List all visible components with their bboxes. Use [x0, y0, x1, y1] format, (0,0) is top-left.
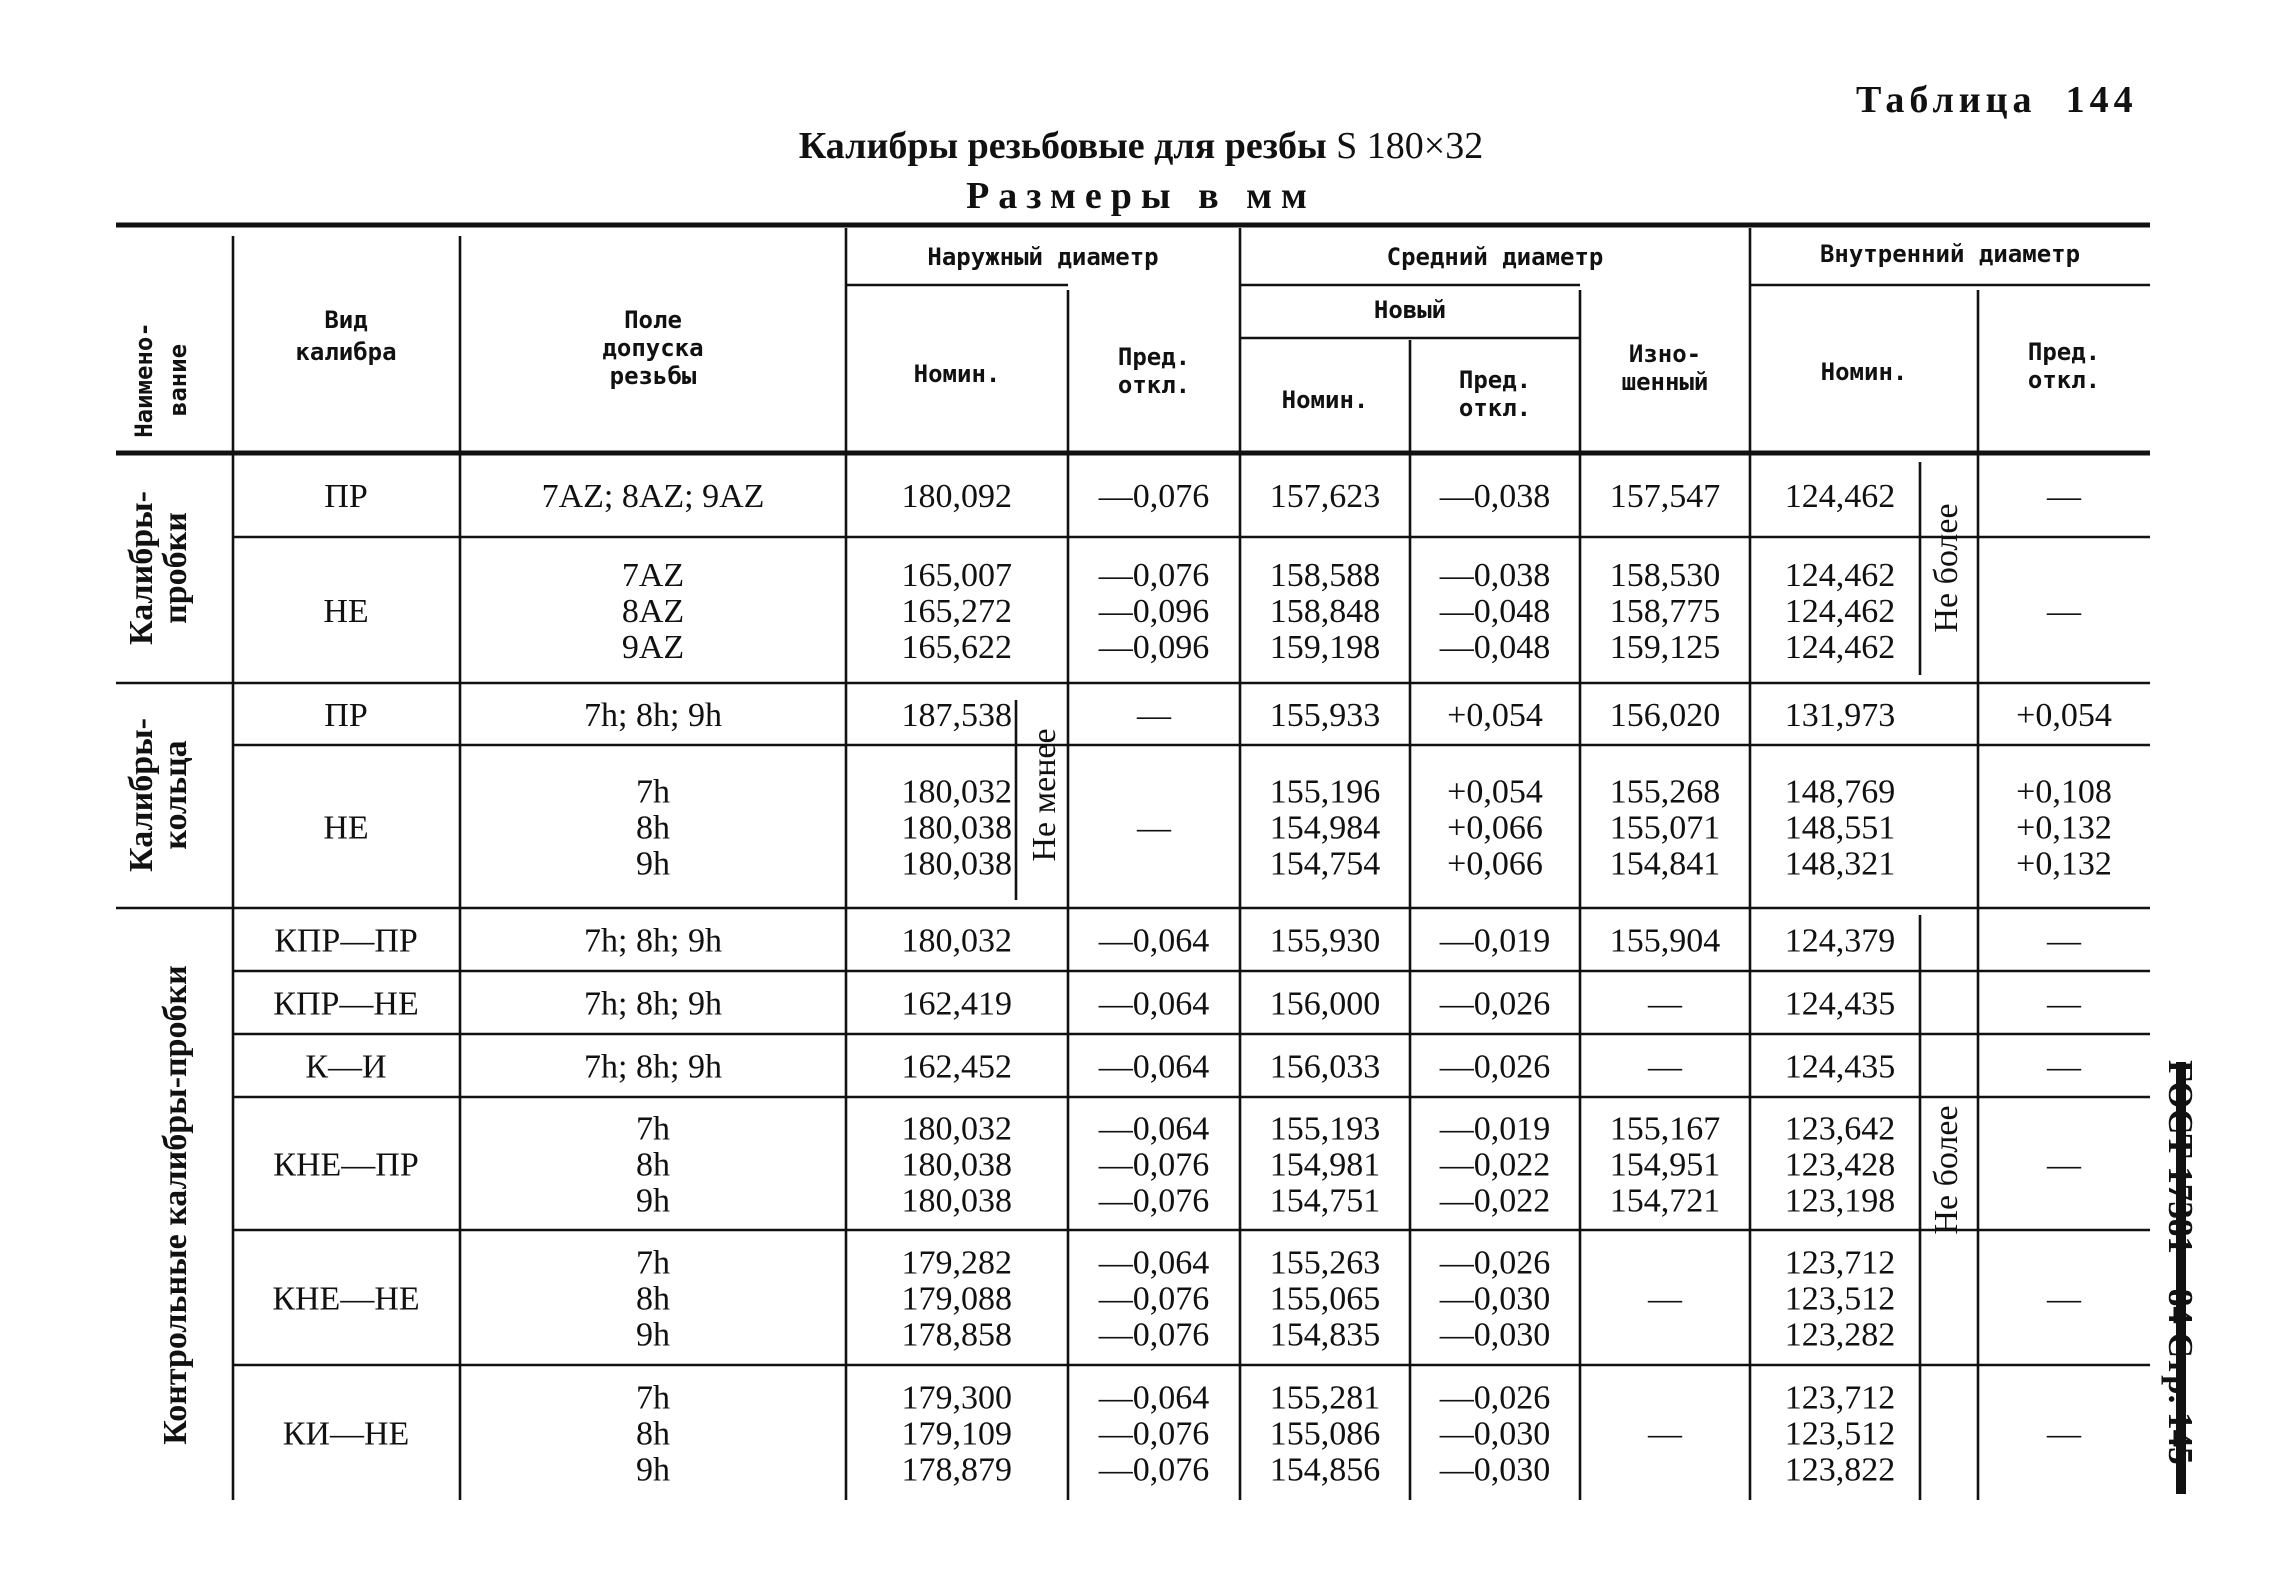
middle-deviation-cell: —0,019 [1439, 922, 1551, 960]
inner-nominal-cell: 123,198 [1784, 1182, 1896, 1220]
tolerance-cell: 7h [636, 773, 670, 811]
outer-pred-header-1: Пред. [1117, 343, 1191, 371]
outer-nominal-cell: 180,038 [901, 1182, 1012, 1220]
inner-deviation-cell: +0,108 [2016, 773, 2112, 811]
outer-deviation-cell: —0,064 [1098, 1048, 1210, 1086]
middle-nominal-cell: 155,086 [1269, 1415, 1381, 1453]
middle-nominal-cell: 159,198 [1269, 629, 1381, 666]
outer-nominal-cell: 180,038 [901, 1146, 1012, 1184]
tolerance-cell: 9AZ [621, 629, 685, 666]
inner-deviation-cell: — [2047, 593, 2081, 630]
middle-deviation-cell: —0,026 [1439, 1048, 1551, 1086]
tolerance-cell: 7h [636, 1110, 670, 1148]
mid-pred-header-2: откл. [1458, 394, 1532, 422]
middle-nominal-cell: 155,065 [1269, 1280, 1381, 1318]
table-body [272, 478, 2112, 1489]
inner-nominal-cell: 124,435 [1784, 985, 1896, 1023]
tolerance-cell: 9h [636, 1451, 670, 1489]
title-tail: S 180×32 [1336, 125, 1484, 167]
middle-deviation-cell: —0,048 [1439, 593, 1551, 630]
gauge-type-cell: КИ—НЕ [282, 1415, 410, 1453]
inner-nominal-cell: 131,973 [1784, 697, 1896, 734]
outer-deviation-cell: —0,076 [1098, 1451, 1210, 1489]
gauge-type-cell: НЕ [323, 809, 369, 847]
gauge-type-cell: К—И [305, 1048, 387, 1086]
middle-nominal-cell: 155,193 [1269, 1110, 1381, 1148]
standard-reference: ГОСТ 17381—84 Стр. 145 [2161, 1060, 2200, 1465]
middle-nominal-cell: 155,196 [1269, 773, 1381, 811]
outer-nominal-cell: 187,538 [901, 697, 1012, 734]
inner-deviation-cell: — [2047, 1280, 2081, 1318]
inner-nominal-cell: 123,512 [1784, 1280, 1896, 1318]
inner-nominal-cell: 123,822 [1784, 1451, 1896, 1489]
gauge-type-cell: КПР—НЕ [273, 985, 419, 1023]
note-ne-menee-koltsa: Не менее [1026, 728, 1063, 862]
tolerance-cell: 7h; 8h; 9h [584, 697, 722, 734]
middle-deviation-cell: —0,026 [1439, 1244, 1551, 1282]
inner-nominal-cell: 124,462 [1784, 629, 1896, 666]
middle-nominal-cell: 154,981 [1269, 1146, 1381, 1184]
gauge-type-cell: НЕ [323, 593, 369, 630]
outer-deviation-cell: —0,096 [1098, 629, 1210, 666]
group-koltsa-1: Калибры- [123, 718, 160, 872]
tolerance-cell: 7AZ [621, 557, 685, 594]
tolerance-cell: 7h; 8h; 9h [584, 922, 722, 960]
tolerance-cell: 7h; 8h; 9h [584, 985, 722, 1023]
outer-nominal-cell: 179,109 [901, 1415, 1012, 1453]
gauge-type-cell: КНЕ—НЕ [272, 1280, 420, 1318]
outer-nominal-cell: 178,858 [901, 1316, 1012, 1354]
gauge-groups [123, 491, 194, 1445]
pole-header-3: резьбы [609, 362, 697, 390]
note-ne-bolee-kontrol: Не более [1928, 1105, 1965, 1235]
outer-nominal-cell: 179,300 [901, 1379, 1012, 1417]
tolerance-cell: 8h [636, 1415, 670, 1453]
group-koltsa-2: кольца [157, 740, 194, 850]
inner-nominal-cell: 148,321 [1784, 845, 1896, 883]
gauge-type-cell: КНЕ—ПР [273, 1146, 419, 1184]
middle-deviation-cell: —0,030 [1439, 1415, 1551, 1453]
gauge-type-cell: ПР [324, 697, 368, 734]
worn-cell: — [1648, 1048, 1682, 1086]
middle-deviation-cell: —0,038 [1439, 557, 1551, 594]
outer-deviation-cell: —0,076 [1098, 478, 1210, 515]
outer-deviation-cell: —0,076 [1098, 1415, 1210, 1453]
inner-diameter-header: Внутренний диаметр [1819, 240, 2081, 268]
middle-nominal-cell: 158,588 [1269, 557, 1381, 594]
units-caption: Размеры в мм [966, 175, 1316, 217]
outer-deviation-cell: —0,076 [1098, 1280, 1210, 1318]
middle-nominal-cell: 156,033 [1269, 1048, 1381, 1086]
inner-nominal-cell: 123,282 [1784, 1316, 1896, 1354]
middle-deviation-cell: +0,066 [1447, 809, 1543, 847]
outer-nominal-cell: 180,038 [901, 845, 1012, 883]
outer-nominal-cell: 180,032 [901, 922, 1012, 960]
group-probki-2: пробки [157, 512, 194, 624]
inner-pred-header-1: Пред. [2027, 338, 2101, 366]
worn-cell: — [1648, 1280, 1682, 1318]
inner-nominal-cell: 124,462 [1784, 478, 1896, 515]
tolerance-cell: 8AZ [621, 593, 685, 630]
naimenovanie-header-1: Наимено- [130, 322, 158, 438]
tolerance-cell: 9h [636, 1316, 670, 1354]
worn-cell: — [1648, 985, 1682, 1023]
table-number-value: 144 [2065, 79, 2138, 121]
worn-cell: 154,841 [1609, 845, 1721, 883]
table-label: Таблица [1856, 79, 2037, 121]
tolerance-cell: 7h [636, 1379, 670, 1417]
tolerance-cell: 7h [636, 1244, 670, 1282]
worn-cell: 155,268 [1609, 773, 1721, 811]
middle-nominal-cell: 155,933 [1269, 697, 1381, 734]
outer-deviation-cell: —0,064 [1098, 1379, 1210, 1417]
outer-deviation-cell: —0,076 [1098, 557, 1210, 594]
tolerance-cell: 8h [636, 1280, 670, 1318]
inner-deviation-cell: — [2047, 478, 2081, 515]
group-kontrol: Контрольные калибры-пробки [157, 965, 194, 1445]
naimenovanie-header-2: вание [164, 343, 192, 417]
outer-deviation-cell: —0,076 [1098, 1316, 1210, 1354]
new-header: Новый [1373, 296, 1447, 324]
inner-nominal-cell: 124,462 [1784, 557, 1896, 594]
inner-deviation-cell: — [2047, 1146, 2081, 1184]
outer-nominal-cell: 180,092 [901, 478, 1012, 515]
outer-deviation-cell: —0,076 [1098, 1182, 1210, 1220]
outer-nominal-cell: 165,272 [901, 593, 1012, 630]
pole-header-1: Поле [624, 306, 682, 334]
middle-deviation-cell: —0,030 [1439, 1280, 1551, 1318]
tolerance-cell: 9h [636, 845, 670, 883]
column-headers [130, 240, 2100, 438]
middle-deviation-cell: —0,038 [1439, 478, 1551, 515]
inner-nominal-cell: 124,379 [1784, 922, 1896, 960]
inner-nominal-cell: 123,512 [1784, 1415, 1896, 1453]
tolerance-cell: 7AZ; 8AZ; 9AZ [541, 478, 765, 515]
outer-nominal-cell: 162,452 [901, 1048, 1012, 1086]
inner-nominal-cell: 148,551 [1784, 809, 1896, 847]
outer-nominal-cell: 165,622 [901, 629, 1012, 666]
inner-pred-header-2: откл. [2027, 366, 2101, 394]
outer-nominal-cell: 165,007 [901, 557, 1012, 594]
outer-deviation-cell: —0,096 [1098, 593, 1210, 630]
inner-deviation-cell: — [2047, 985, 2081, 1023]
inner-nominal-cell: 148,769 [1784, 773, 1896, 811]
outer-deviation-cell: —0,064 [1098, 1110, 1210, 1148]
outer-nominal-cell: 179,282 [901, 1244, 1012, 1282]
title-main: Калибры резьбовые для резбы [798, 125, 1327, 167]
worn-cell: 154,721 [1609, 1182, 1721, 1220]
inner-nominal-cell: 123,712 [1784, 1244, 1896, 1282]
outer-deviation-cell: —0,064 [1098, 985, 1210, 1023]
outer-nominal-cell: 180,032 [901, 773, 1012, 811]
middle-deviation-cell: +0,054 [1447, 773, 1543, 811]
middle-nominal-cell: 155,930 [1269, 922, 1381, 960]
inner-nominal-cell: 124,462 [1784, 593, 1896, 630]
inner-nominal-cell: 123,428 [1784, 1146, 1896, 1184]
middle-deviation-cell: —0,022 [1439, 1182, 1551, 1220]
worn-cell: 155,167 [1609, 1110, 1721, 1148]
inner-nominal-cell: 124,435 [1784, 1048, 1896, 1086]
outer-pred-header-2: откл. [1117, 371, 1191, 399]
worn-header-2: шенный [1621, 368, 1709, 396]
worn-cell: 158,530 [1609, 557, 1721, 594]
inner-nominal-cell: 123,712 [1784, 1379, 1896, 1417]
note-ne-bolee-probki: Не более [1928, 503, 1965, 633]
middle-nominal-cell: 155,263 [1269, 1244, 1381, 1282]
middle-nominal-cell: 157,623 [1269, 478, 1381, 515]
outer-deviation-cell: —0,064 [1098, 922, 1210, 960]
vid-header-1: Вид [324, 306, 368, 334]
outer-nominal-cell: 162,419 [901, 985, 1012, 1023]
inner-nomin-header: Номин. [1820, 358, 1908, 386]
middle-deviation-cell: —0,048 [1439, 629, 1551, 666]
tolerance-cell: 8h [636, 1146, 670, 1184]
outer-diameter-header: Наружный диаметр [927, 243, 1159, 271]
middle-nominal-cell: 154,835 [1269, 1316, 1381, 1354]
middle-deviation-cell: —0,030 [1439, 1316, 1551, 1354]
tolerance-cell: 9h [636, 1182, 670, 1220]
outer-deviation-cell: —0,064 [1098, 1244, 1210, 1282]
inner-deviation-cell: +0,054 [2016, 697, 2112, 734]
tolerance-cell: 7h; 8h; 9h [584, 1048, 722, 1086]
worn-cell: 157,547 [1609, 478, 1721, 515]
middle-nominal-cell: 154,856 [1269, 1451, 1381, 1489]
gauge-type-cell: КПР—ПР [274, 922, 418, 960]
outer-nominal-cell: 180,032 [901, 1110, 1012, 1148]
gauge-type-cell: ПР [324, 478, 368, 515]
middle-deviation-cell: —0,026 [1439, 985, 1551, 1023]
outer-nominal-cell: 178,879 [901, 1451, 1012, 1489]
outer-nomin-header: Номин. [913, 360, 1001, 388]
middle-deviation-cell: —0,022 [1439, 1146, 1551, 1184]
vid-header-2: калибра [295, 338, 397, 366]
middle-deviation-cell: +0,066 [1447, 845, 1543, 883]
mid-nomin-header: Номин. [1281, 386, 1369, 414]
outer-nominal-cell: 179,088 [901, 1280, 1012, 1318]
middle-nominal-cell: 154,751 [1269, 1182, 1381, 1220]
worn-cell: 158,775 [1609, 593, 1721, 630]
middle-deviation-cell: —0,026 [1439, 1379, 1551, 1417]
middle-deviation-cell: —0,019 [1439, 1110, 1551, 1148]
mid-pred-header-1: Пред. [1458, 366, 1532, 394]
middle-nominal-cell: 154,984 [1269, 809, 1381, 847]
outer-deviation-cell: —0,076 [1098, 1146, 1210, 1184]
worn-cell: 155,071 [1609, 809, 1721, 847]
worn-header-1: Изно- [1628, 340, 1702, 368]
worn-cell: 156,020 [1609, 697, 1721, 734]
worn-cell: 155,904 [1609, 922, 1721, 960]
worn-cell: 154,951 [1609, 1146, 1721, 1184]
tolerance-cell: 8h [636, 809, 670, 847]
outer-deviation-cell: — [1137, 809, 1171, 847]
middle-nominal-cell: 154,754 [1269, 845, 1381, 883]
middle-nominal-cell: 158,848 [1269, 593, 1381, 630]
inner-deviation-cell: — [2047, 1048, 2081, 1086]
middle-nominal-cell: 156,000 [1269, 985, 1381, 1023]
group-probki-1: Калибры- [123, 491, 160, 645]
inner-deviation-cell: — [2047, 922, 2081, 960]
inner-deviation-cell: +0,132 [2016, 845, 2112, 883]
worn-cell: — [1648, 1415, 1682, 1453]
middle-nominal-cell: 155,281 [1269, 1379, 1381, 1417]
worn-cell: 159,125 [1609, 629, 1721, 666]
inner-deviation-cell: +0,132 [2016, 809, 2112, 847]
middle-deviation-cell: —0,030 [1439, 1451, 1551, 1489]
outer-deviation-cell: — [1137, 697, 1171, 734]
middle-deviation-cell: +0,054 [1447, 697, 1543, 734]
outer-nominal-cell: 180,038 [901, 809, 1012, 847]
pole-header-2: допуска [602, 334, 704, 362]
inner-nominal-cell: 123,642 [1784, 1110, 1896, 1148]
middle-diameter-header: Средний диаметр [1386, 243, 1604, 271]
inner-deviation-cell: — [2047, 1415, 2081, 1453]
